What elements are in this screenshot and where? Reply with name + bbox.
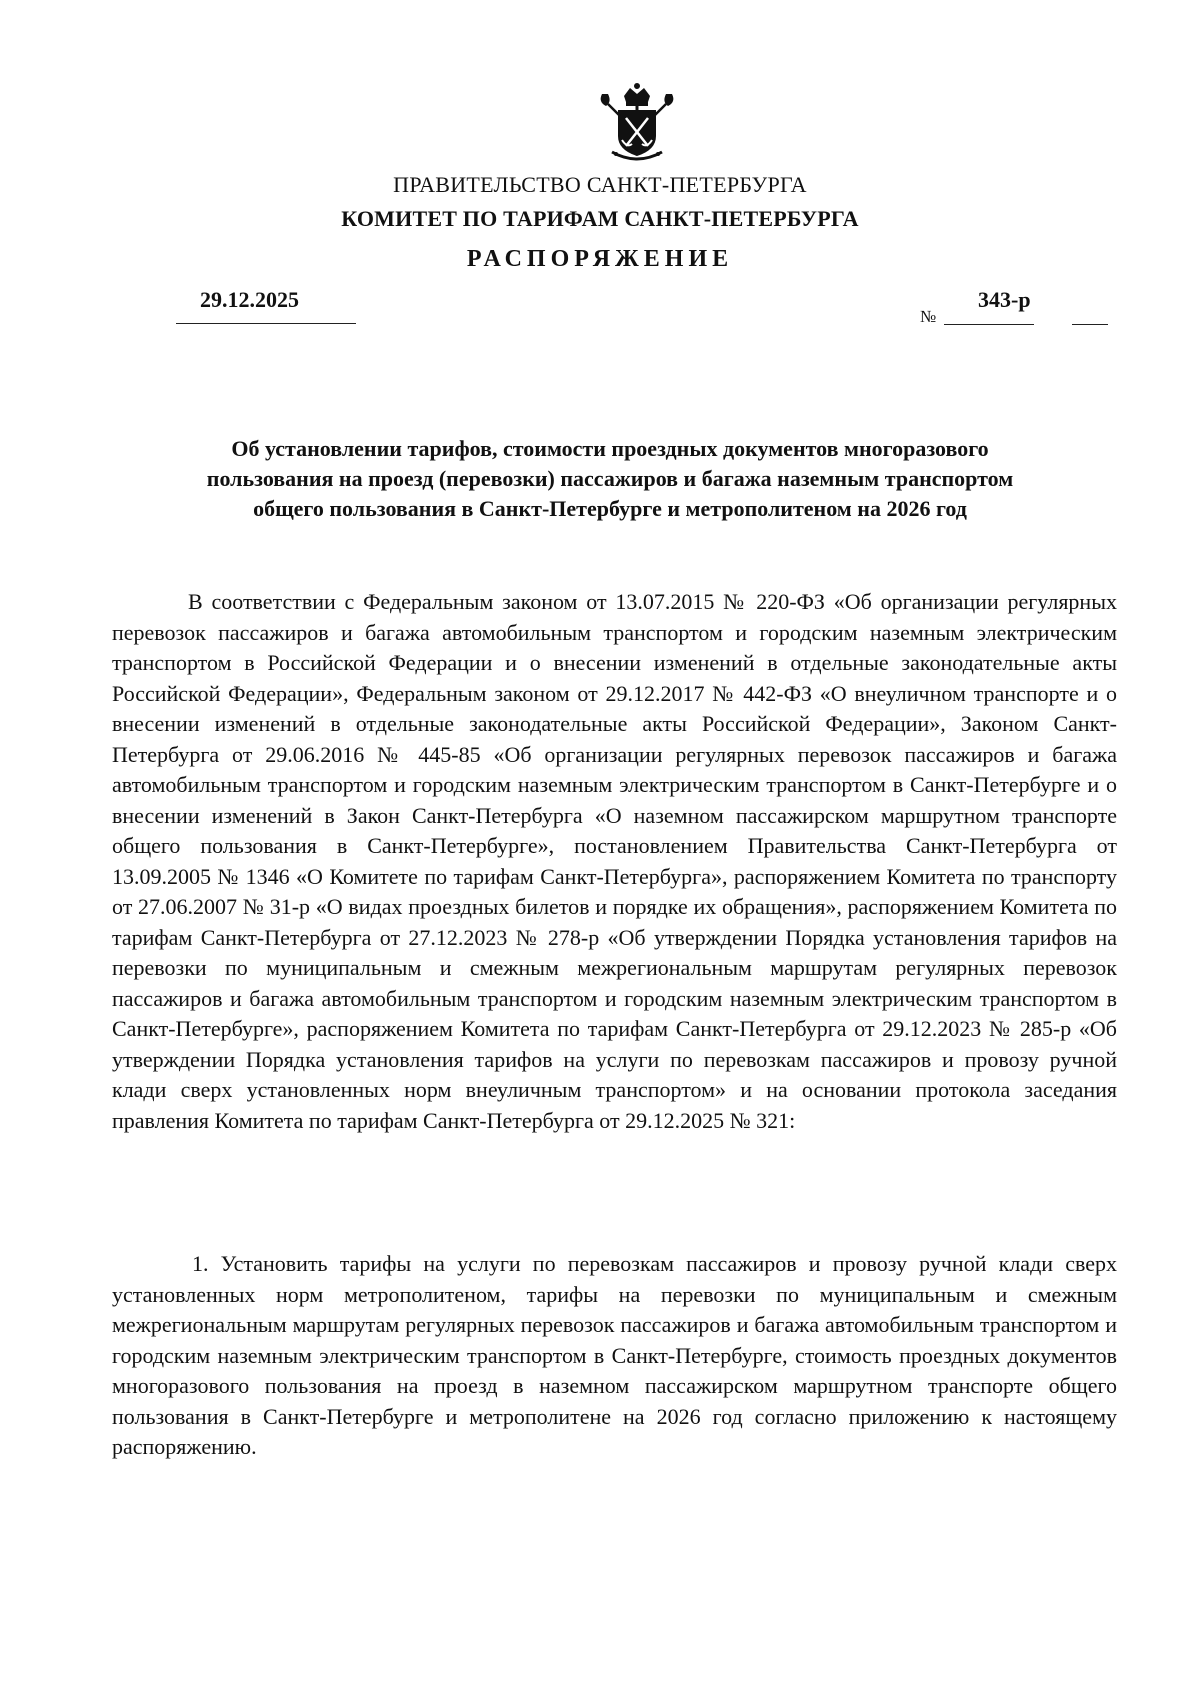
document-date: 29.12.2025 [200, 287, 299, 312]
document-title: Об установлении тарифов, стоимости проездных документов многоразового пользования на проезд (перевозки) пассажиров и багажа наземным транспортом общего пользования в Санкт-Петербурге и метрополитеном на 2026 год [206, 436, 1014, 521]
item-1-paragraph: 1. Установить тарифы на услуги по перевозкам пассажиров и провозу ручной клади сверх установленных норм метрополитеном, тарифы на перевозки по муниципальным и смежным межрегиональным маршрутам регулярных перевозок пассажиров и багажа автомобильным транспортом и городским наземным электрическим транспортом в Санкт-Петербурге, стоимость проездных документов многоразового пользования на проезд в наземном пассажирском маршрутном транспорте общего пользования в Санкт-Петербурге и метрополитене на 2026 год согласно приложению к настоящему распоряжению. [112, 1251, 1117, 1459]
number-underline [944, 324, 1034, 325]
number-underline-tail [1072, 324, 1108, 325]
government-name: ПРАВИТЕЛЬСТВО САНКТ-ПЕТЕРБУРГА [393, 172, 807, 197]
coat-of-arms-icon [594, 82, 680, 164]
preamble-paragraph: В соответствии с Федеральным законом от 13.07.2015 № 220-ФЗ «Об организации регулярных перевозок пассажиров и багажа автомобильным транспортом и городским наземным электрическим транспортом в Российской Федерации и о внесении изменений в отдельные законодательные акты Российской Федерации», Федеральным законом от 29.12.2017 № 442-ФЗ «О внеуличном транспорте и о внесении изменений в отдельные законодательные акты Российской Федерации», Законом Санкт-Петербурга от 29.06.2016 № 445-85 «Об организации регулярных перевозок пассажиров и багажа автомобильным транспортом и городским наземным электрическим транспортом в Санкт-Петербурге и о внесении изменений в Закон Санкт-Петербурга «О наземном пассажирском маршрутном транспорте общего пользования в Санкт-Петербурге», постановлением Правительства Санкт-Петербурга от 13.09.2005 № 1346 «О Комитете по тарифам Санкт-Петербурга», распоряжением Комитета по транспорту от 27.06.2007 № 31-р «О видах проездных билетов и порядке их обращения», распоряжением Комитета по тарифам Санкт-Петербурга от 27.12.2023 № 278-р «Об утверждении Порядка установления тарифов на перевозки по муниципальным и смежным межрегиональным маршрутам регулярных перевозок пассажиров и багажа автомобильным транспортом и городским наземным электрическим транспортом в Санкт-Петербурге», распоряжением Комитета по тарифам Санкт-Петербурга от 29.12.2023 № 285-р «Об утверждении Порядка установления тарифов на услуги по перевозкам пассажиров и провозу ручной клади сверх установленных норм внеуличным транспортом» и на основании протокола заседания правления Комитета по тарифам Санкт-Петербурга от 29.12.2025 № 321: [112, 589, 1117, 1133]
document-number: 343-р [978, 287, 1031, 312]
committee-name: КОМИТЕТ ПО ТАРИФАМ САНКТ-ПЕТЕРБУРГА [341, 206, 859, 231]
number-sign: № [920, 307, 937, 326]
document-type: РАСПОРЯЖЕНИЕ [466, 246, 734, 272]
date-underline [176, 323, 356, 324]
